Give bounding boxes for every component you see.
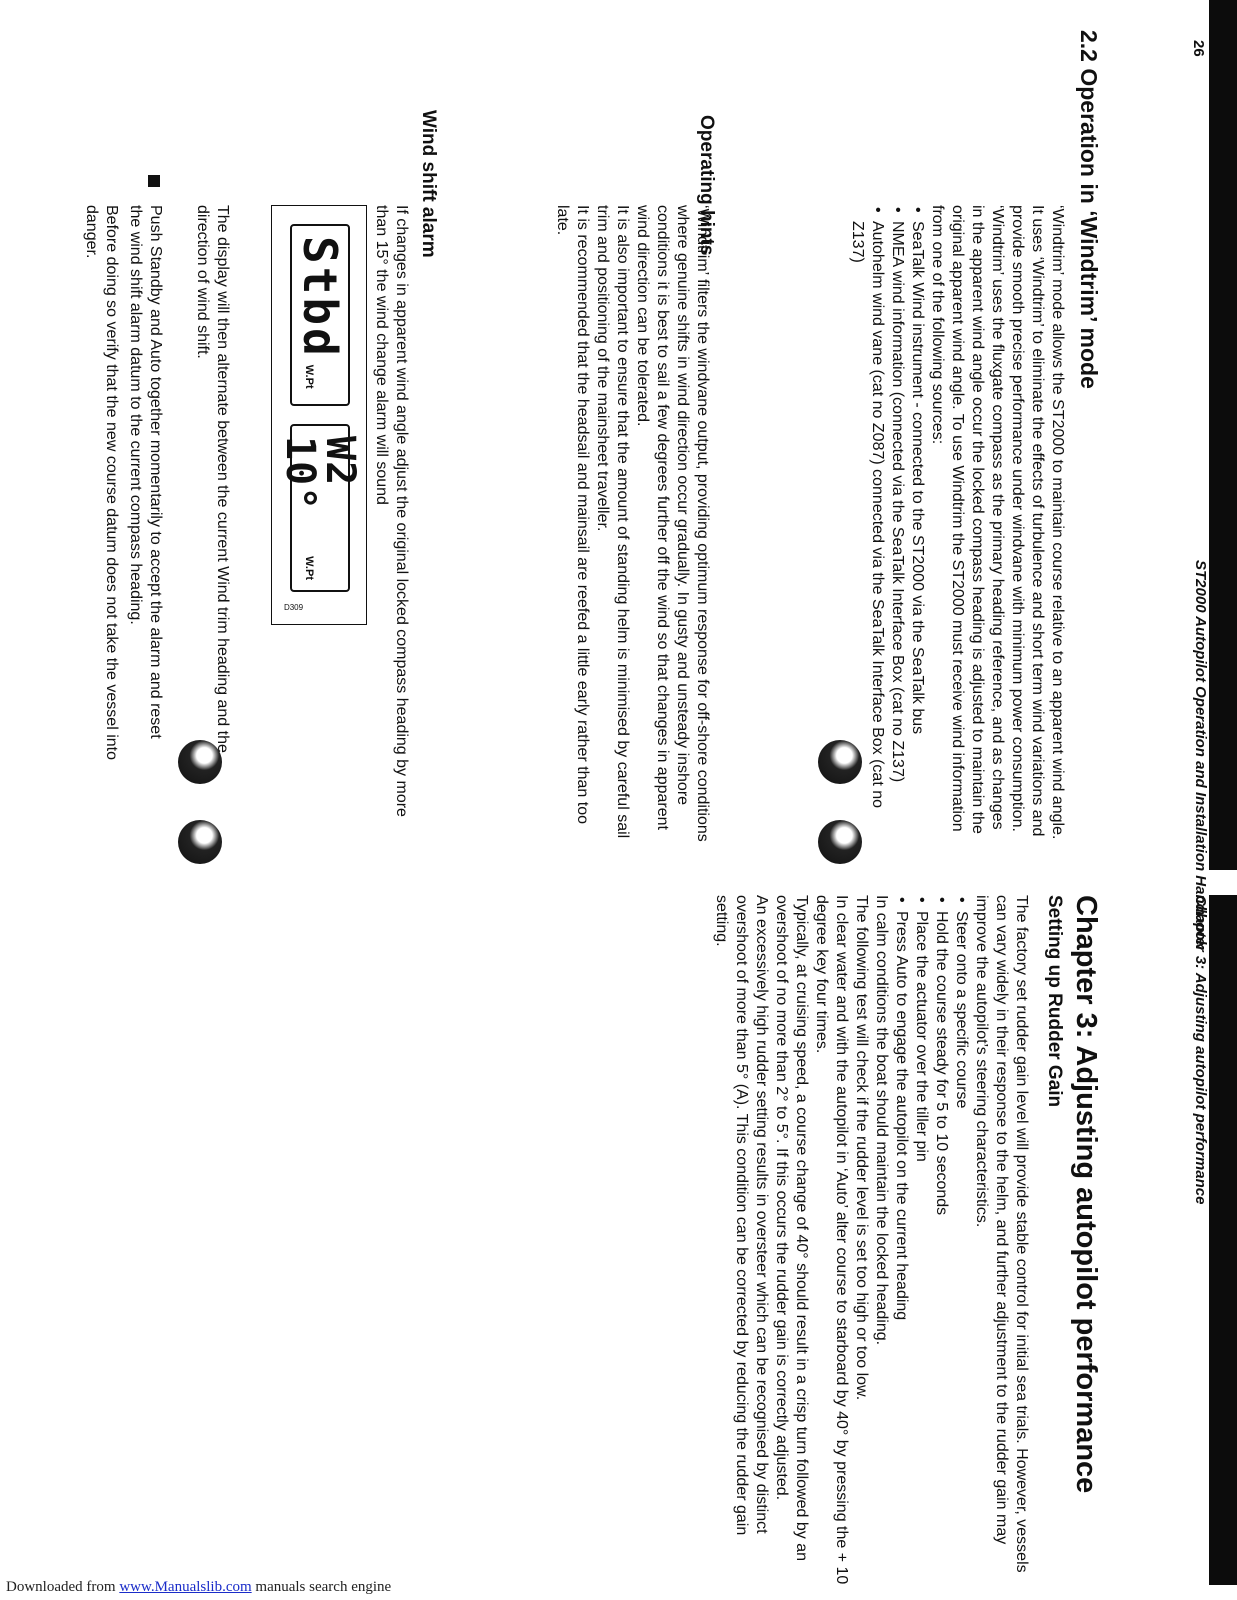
lcd-left-screen — [290, 224, 350, 406]
lcd-right-mode: W.Pt — [303, 556, 315, 580]
hint-paragraph: It is also important to ensure that the amount of standing helm is minimised by careful sail trim and positioning of the mainsheet traveller. — [594, 205, 631, 839]
wind-source-list — [847, 205, 927, 845]
running-head: Chapter 3: Adjusting autopilot performance — [1192, 895, 1209, 1205]
list-item: • SeaTalk Wind instrument - connected to the ST2000 via the SeaTalk bus — [907, 205, 927, 845]
hint-paragraph: It is recommended that the headsail and mainsail are reefed a little early rather than too late. — [554, 205, 591, 825]
scan-artifact-icon — [178, 740, 222, 784]
hint-paragraph: ‘Windtrim’ filters the windvane output, providing optimum response for off-shore conditions where genuine shifts in wind direction occur gradually. In gusty and unsteady inshore conditions it is best to sail a few degrees further off the wind so that changes in apparent wind direction can be tolerated. — [634, 205, 711, 842]
lcd-right-value: W2 10° — [277, 436, 363, 512]
setup-steps-list — [891, 895, 971, 1585]
body-paragraph: In calm conditions the boat should maintain the locked heading. — [873, 895, 890, 1346]
lcd-right-screen — [277, 424, 363, 592]
action-bullet-icon — [148, 175, 160, 187]
credit-prefix: Downloaded from — [6, 1579, 120, 1595]
header-bar — [1209, 0, 1237, 870]
push-standby-auto-text: Push Standby and Auto together momentarily to accept the alarm and reset the wind shift alarm datum to the current compass heading. — [127, 205, 164, 739]
warning-text: Before doing so verify that the new course datum does not take the vessel into danger. — [83, 205, 120, 760]
running-head: ST2000 Autopilot Operation and Installation Handbook — [1192, 560, 1209, 949]
intro-paragraph: The factory set rudder gain level will provide stable control for initial sea trials. However, vessels can vary widely in their response to the helm, and further adjustment to the rudder gain may improve the autopilot’s steering characteristics. — [973, 895, 1030, 1573]
figure-code: D309 — [283, 603, 304, 613]
list-item: • Autohelm wind vane (cat no Z087) connected via the SeaTalk Interface Box (cat no Z137) — [847, 205, 887, 845]
rudder-gain-heading: Setting up Rudder Gain — [1044, 895, 1065, 1108]
operating-hints-heading: Operating hints — [696, 115, 717, 256]
credit-suffix: manuals search engine — [251, 1579, 392, 1595]
body-paragraph: Typically, at cruising speed, a course change of 40° should result in a crisp turn followed by an overshoot of no more than 2° to 5°. If this occurs the rudder gain is correctly adjusted. — [773, 895, 810, 1562]
intro-paragraph: ‘Windtrim’ mode allows the ST2000 to maintain course relative to an apparent wind angle. It uses ‘Windtrim’ to eliminate the effects of turbulence and short term wind variations and provide smooth precise performance under windvane with minimum power consumption. ‘Windtrim’ uses the fluxgate compass as the primary heading reference, and as changes in the apparent wind angle occur the locked compass heading is adjusted to maintain the original apparent wind angle. To use Windtrim the ST2000 must receive wind information from one of the following sources: — [929, 205, 1066, 840]
body-paragraph: The following test will check if the rudder level is set too high or too low. — [853, 895, 870, 1401]
lcd-left-mode: W.Pt — [303, 364, 315, 389]
list-item: • Steer onto a specific course — [951, 895, 971, 1585]
windtrim-intro — [847, 205, 1067, 845]
body-paragraph: An excessively high rudder setting results in oversteer which can be recognised by distinct overshoot of more than 5° (A). This condition can be corrected by reducing the rudder gain setting. — [713, 895, 770, 1536]
header-bar — [1209, 895, 1237, 1585]
list-item: • Place the actuator over the tiller pin — [911, 895, 931, 1585]
scan-artifact-icon — [178, 820, 222, 864]
right-page — [0, 895, 1237, 1595]
download-credit — [6, 1579, 391, 1596]
scan-artifact-icon — [818, 740, 862, 784]
body-paragraph: In clear water and with the autopilot in ‘Auto’ alter course to starboard by 40° by pressing the + 10 degree key four times. — [813, 895, 850, 1585]
list-item: • Hold the course steady for 5 to 10 seconds — [931, 895, 951, 1585]
manualslib-link[interactable]: www.Manualslib.com — [119, 1579, 252, 1595]
page-number: 26 — [1190, 40, 1207, 57]
operating-hints — [552, 205, 712, 845]
list-item: • Press Auto to engage the autopilot on the current heading — [891, 895, 911, 1585]
scan-artifact-icon — [818, 820, 862, 864]
alarm-intro: If changes in apparent wind angle adjust the original locked compass heading by more than 15° the wind change alarm will sound — [373, 205, 410, 817]
wind-shift-alarm-heading: Wind shift alarm — [418, 110, 439, 258]
lcd-left-value: Stbd — [293, 236, 347, 359]
section-title: 2.2 Operation in ‘Windtrim’ mode — [1076, 30, 1102, 389]
list-item: • NMEA wind information (connected via the SeaTalk Interface Box (cat no Z137) — [887, 205, 907, 845]
rudder-gain-body — [711, 895, 1031, 1585]
chapter-title: Chapter 3: Adjusting autopilot performance — [1070, 895, 1102, 1494]
lcd-display-figure — [271, 205, 367, 625]
alternate-text: The display will then alternate between the current Wind trim heading and the direction of wind shift. — [194, 205, 231, 753]
